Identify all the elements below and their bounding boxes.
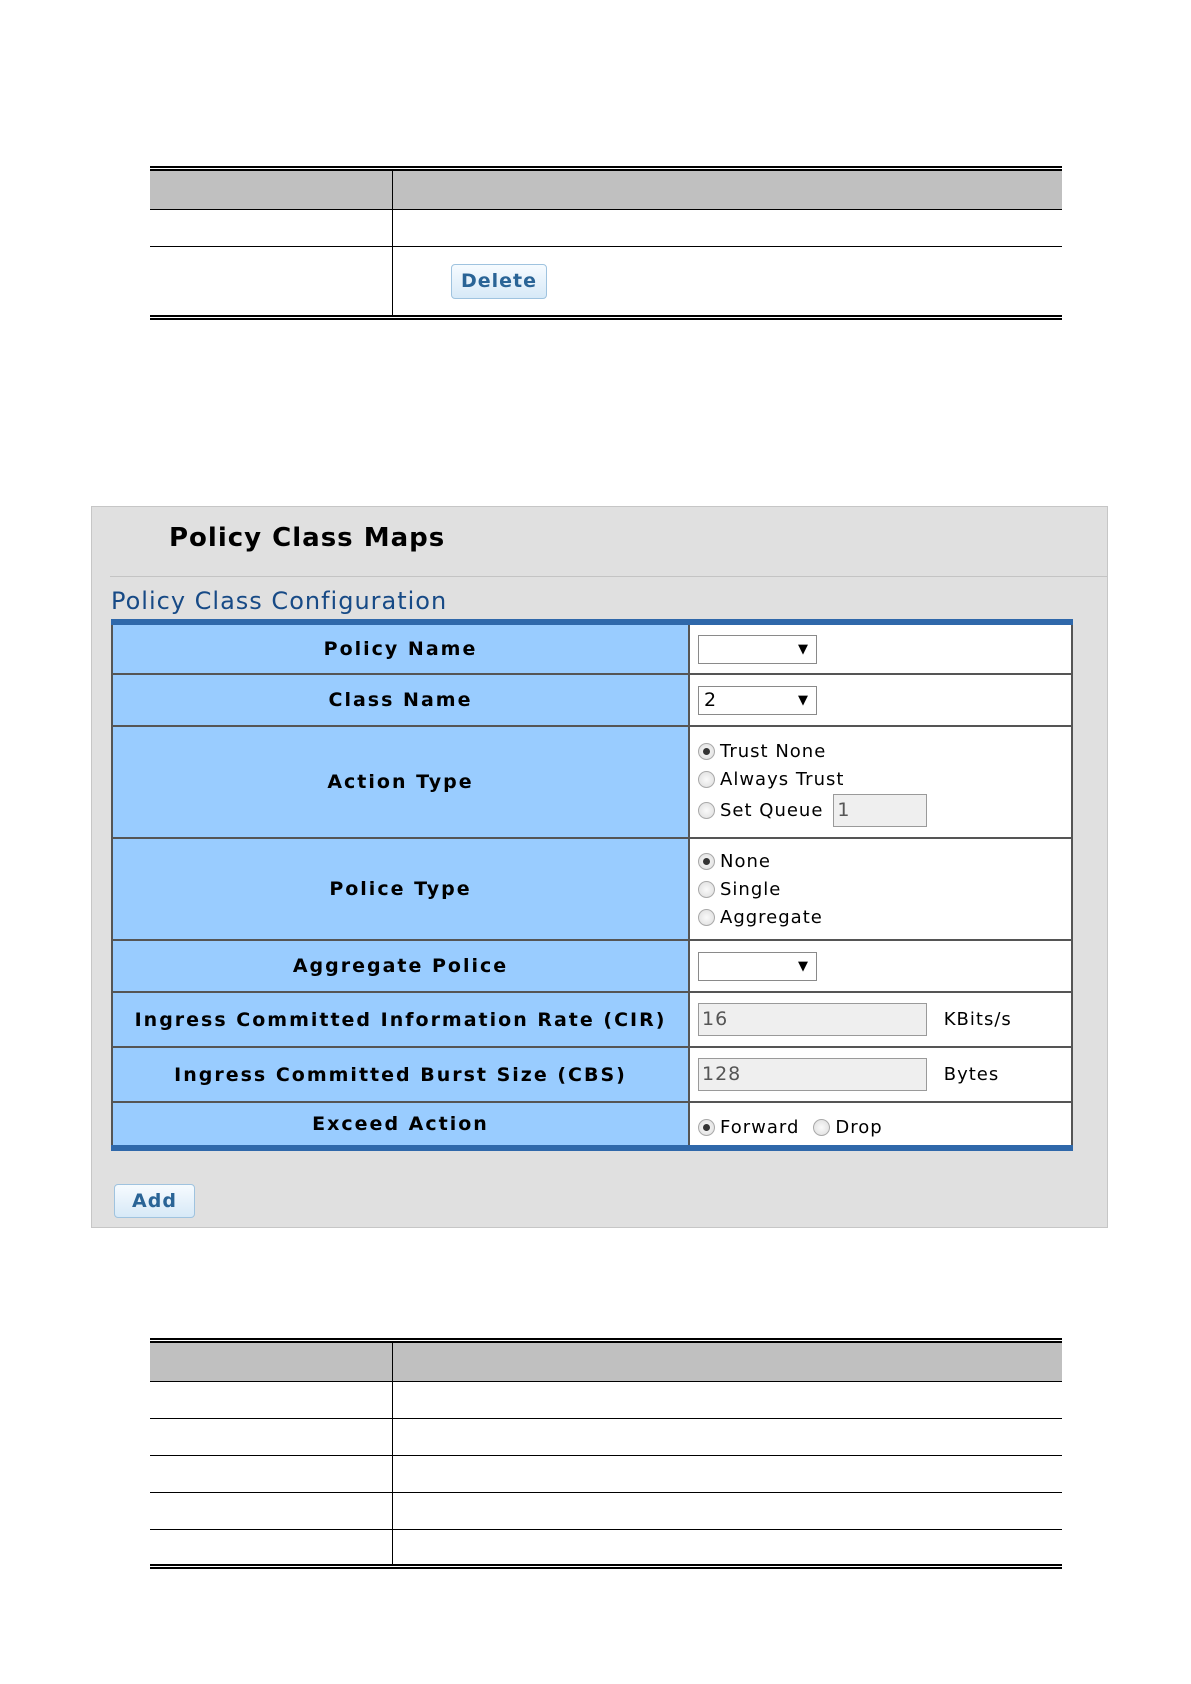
section-title: Policy Class Configuration	[111, 587, 448, 615]
radio-label: Always Trust	[720, 768, 845, 790]
police-type-cell	[689, 838, 1072, 940]
radio-icon[interactable]	[698, 771, 715, 788]
cbs-cell	[689, 1047, 1072, 1102]
aggregate-police-select[interactable]	[698, 952, 817, 981]
radio-icon[interactable]	[698, 802, 715, 819]
table-cell	[150, 1382, 393, 1419]
row-police-type	[112, 838, 1072, 940]
policy-name-cell	[689, 622, 1072, 674]
aggregate-police-label: Aggregate Police	[112, 940, 689, 992]
class-name-select[interactable]	[698, 686, 817, 715]
radio-forward-label[interactable]: Forward	[720, 1116, 800, 1138]
radio-always-trust[interactable]	[690, 765, 1071, 793]
cir-input[interactable]: 16	[698, 1003, 927, 1036]
delete-button[interactable]: Delete	[451, 264, 547, 299]
policy-name-label: Policy Name	[112, 622, 689, 674]
action-type-cell	[689, 726, 1072, 838]
radio-label: Aggregate	[720, 906, 823, 928]
exceed-action-options	[690, 1107, 1071, 1141]
radio-label: Single	[720, 878, 782, 900]
top-description-table	[150, 166, 1062, 320]
radio-police-aggregate[interactable]	[690, 903, 1071, 931]
radio-trust-none[interactable]	[690, 737, 1071, 765]
table-cell	[150, 1456, 393, 1493]
police-type-label: Police Type	[112, 838, 689, 940]
row-exceed-action	[112, 1102, 1072, 1148]
cir-unit: KBits/s	[943, 1008, 1012, 1030]
cbs-unit: Bytes	[943, 1063, 1000, 1085]
chevron-down-icon: ▼	[798, 641, 809, 657]
radio-icon[interactable]	[698, 881, 715, 898]
row-action-type	[112, 726, 1072, 838]
class-name-value: 2	[704, 688, 718, 711]
table-cell	[393, 1419, 1063, 1456]
page-title: Policy Class Maps	[169, 523, 446, 553]
table-cell	[150, 1530, 393, 1567]
row-cbs	[112, 1047, 1072, 1102]
radio-drop-label[interactable]: Drop	[835, 1116, 883, 1138]
table-cell	[393, 210, 1063, 247]
exceed-action-cell	[689, 1102, 1072, 1148]
table-cell	[150, 247, 393, 318]
class-name-cell	[689, 674, 1072, 726]
row-cir	[112, 992, 1072, 1047]
add-button[interactable]: Add	[114, 1184, 195, 1218]
radio-label: Set Queue	[720, 799, 824, 821]
table-header-col1	[150, 1341, 393, 1382]
set-queue-input[interactable]: 1	[833, 794, 927, 827]
chevron-down-icon: ▼	[798, 958, 809, 974]
radio-set-queue[interactable]	[690, 793, 1071, 827]
cir-label: Ingress Committed Information Rate (CIR)	[112, 992, 689, 1047]
cbs-label: Ingress Committed Burst Size (CBS)	[112, 1047, 689, 1102]
row-policy-name	[112, 622, 1072, 674]
radio-icon[interactable]	[698, 909, 715, 926]
table-cell	[393, 1382, 1063, 1419]
table-header-col2	[393, 1341, 1063, 1382]
radio-police-none[interactable]	[690, 847, 1071, 875]
table-header-col1	[150, 169, 393, 210]
radio-icon[interactable]	[698, 1119, 715, 1136]
row-class-name	[112, 674, 1072, 726]
table-cell	[393, 1493, 1063, 1530]
title-divider	[110, 576, 1107, 577]
cbs-input[interactable]: 128	[698, 1058, 927, 1091]
table-cell	[150, 1419, 393, 1456]
bottom-description-table	[150, 1338, 1062, 1569]
radio-icon[interactable]	[813, 1119, 830, 1136]
action-type-label: Action Type	[112, 726, 689, 838]
policy-class-maps-panel	[91, 506, 1108, 1228]
table-cell	[393, 1530, 1063, 1567]
aggregate-police-cell	[689, 940, 1072, 992]
radio-police-single[interactable]	[690, 875, 1071, 903]
exceed-action-label: Exceed Action	[112, 1102, 689, 1148]
policy-class-config-table	[111, 619, 1073, 1151]
radio-icon[interactable]	[698, 743, 715, 760]
table-cell	[393, 1456, 1063, 1493]
chevron-down-icon: ▼	[798, 692, 809, 708]
table-cell	[393, 247, 1063, 318]
radio-label: Trust None	[720, 740, 827, 762]
cir-cell	[689, 992, 1072, 1047]
class-name-label: Class Name	[112, 674, 689, 726]
row-aggregate-police	[112, 940, 1072, 992]
radio-icon[interactable]	[698, 853, 715, 870]
table-cell	[150, 1493, 393, 1530]
policy-name-select[interactable]	[698, 635, 817, 664]
table-cell	[150, 210, 393, 247]
radio-label: None	[720, 850, 771, 872]
table-header-col2	[393, 169, 1063, 210]
